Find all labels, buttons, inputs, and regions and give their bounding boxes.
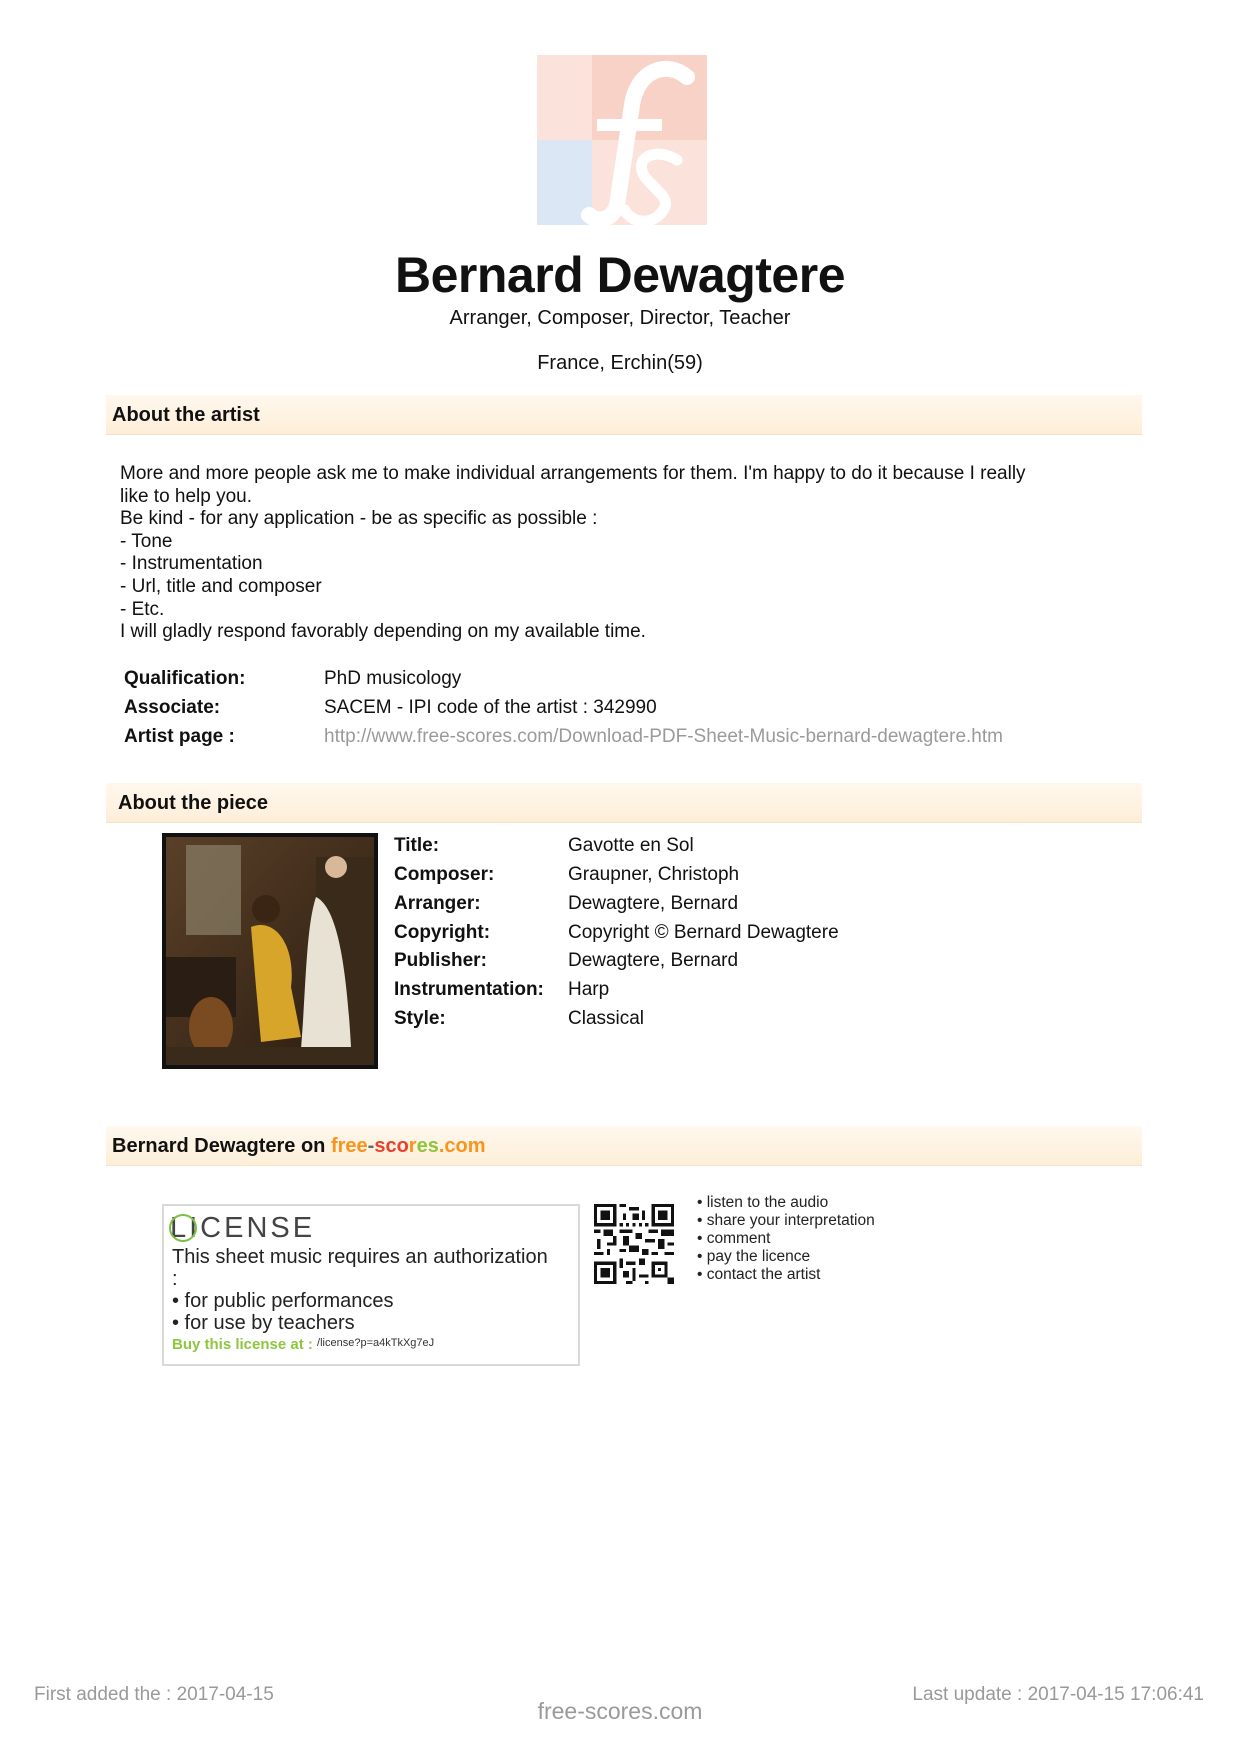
artist-page-link[interactable]: http://www.free-scores.com/Download-PDF-Sheet-Music-bernard-dewagtere.htm — [324, 726, 1003, 747]
license-circle-icon — [169, 1214, 197, 1242]
section-header-about-piece — [106, 783, 1142, 823]
artist-name: Bernard Dewagtere — [395, 247, 845, 303]
license-body — [172, 1246, 572, 1334]
detail-value: SACEM - IPI code of the artist : 342990 — [324, 697, 657, 718]
feature-item-comment: • comment — [697, 1230, 771, 1247]
brand-part: .com — [438, 1135, 486, 1157]
feature-item-share: • share your interpretation — [697, 1212, 875, 1229]
brand-part: sco — [374, 1135, 409, 1157]
first-added-date: First added the : 2017-04-15 — [34, 1684, 274, 1705]
piece-value: Dewagtere, Bernard — [568, 893, 739, 914]
piece-value: Classical — [568, 1008, 645, 1029]
license-line: This sheet music requires an authorization — [172, 1246, 548, 1268]
section-title: Bernard Dewagtere on — [112, 1135, 326, 1157]
feature-item-contact: • contact the artist — [697, 1266, 821, 1283]
brand-part: es — [416, 1135, 439, 1157]
piece-value: Gavotte en Sol — [568, 835, 694, 856]
description-line: Be kind - for any application - be as specific as possible : — [120, 508, 598, 530]
free-scores-logo — [537, 55, 707, 225]
piece-label: Style: — [394, 1008, 446, 1029]
feature-list — [697, 1194, 875, 1284]
brand-part: r — [408, 1135, 417, 1157]
description-line: like to help you. — [120, 485, 253, 507]
description-line: I will gladly respond favorably depending on my available time. — [120, 621, 646, 643]
buy-license-link[interactable] — [172, 1336, 434, 1353]
license-line: • for use by teachers — [172, 1312, 355, 1334]
description-line: - Etc. — [120, 598, 165, 620]
license-line: • for public performances — [172, 1290, 394, 1312]
license-title-text: LICENSE — [170, 1212, 316, 1244]
piece-value: Dewagtere, Bernard — [568, 950, 739, 971]
section-title: About the artist — [112, 404, 260, 426]
last-update-date: Last update : 2017-04-15 17:06:41 — [912, 1684, 1204, 1705]
piece-label: Copyright: — [394, 922, 491, 943]
piece-label: Title: — [394, 835, 440, 856]
piece-artwork-image — [162, 833, 378, 1069]
feature-item-licence: • pay the licence — [697, 1248, 811, 1265]
qr-code-icon[interactable] — [594, 1204, 674, 1284]
piece-value: Harp — [568, 979, 610, 1000]
detail-value: PhD musicology — [324, 668, 462, 689]
brand-part: free — [330, 1135, 368, 1157]
artist-location: France, Erchin(59) — [537, 352, 703, 374]
buy-license-url: /license?p=a4kTkXg7eJ — [317, 1337, 435, 1349]
license-box — [162, 1204, 580, 1366]
section-title: About the piece — [118, 792, 269, 814]
description-line: - Instrumentation — [120, 553, 263, 575]
piece-value: Copyright © Bernard Dewagtere — [568, 922, 839, 943]
detail-label: Artist page : — [124, 726, 235, 747]
section-header-on-site — [106, 1126, 1142, 1166]
painting-illustration — [166, 837, 374, 1065]
feature-item-audio: • listen to the audio — [697, 1194, 829, 1211]
site-brand-link[interactable] — [331, 1135, 486, 1157]
footer-brand: free-scores.com — [537, 1698, 703, 1724]
section-header-about-artist — [106, 395, 1142, 435]
detail-label: Qualification: — [124, 668, 246, 689]
piece-value: Graupner, Christoph — [568, 864, 740, 885]
license-line: : — [172, 1268, 178, 1290]
buy-license-label: Buy this license at : — [172, 1336, 313, 1353]
description-line: More and more people ask me to make individual arrangements for them. I'm happy to do it because I really — [120, 463, 1026, 484]
artist-roles: Arranger, Composer, Director, Teacher — [449, 307, 791, 329]
description-line: - Tone — [120, 530, 173, 552]
piece-label: Publisher: — [394, 950, 487, 971]
description-line: - Url, title and composer — [120, 575, 322, 597]
piece-label: Instrumentation: — [394, 979, 544, 1000]
brand-part: - — [367, 1135, 375, 1157]
license-title — [170, 1212, 315, 1245]
piece-label: Arranger: — [394, 893, 481, 914]
artist-description — [120, 463, 1130, 644]
piece-label: Composer: — [394, 864, 495, 885]
detail-label: Associate: — [124, 697, 221, 718]
